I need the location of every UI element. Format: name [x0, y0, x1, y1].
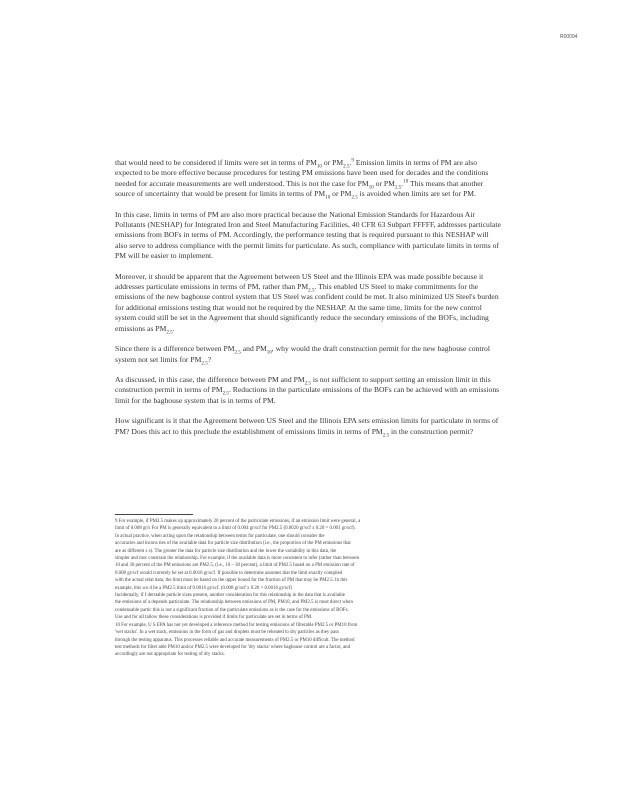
footnote-line: 10 For example, U S EPA has not yet developed a reference method for testing emissions of filterable PM2.5 or PM10 from [115, 622, 358, 628]
footnote-line: 10 and 30 percent of the PM emissions are PM2.5, (i.e., 10 – 30 percent), a limit of PM2.5 based on a PM emission rate of [115, 563, 355, 569]
footnote-line: with the actual relat data, the limit must be based on the upper bound for the fraction of PM that may be PM2.5. In this [115, 578, 348, 584]
footnote-line: test methods for filter able PM10 and/or PM2.5 were developed for 'dry stacks' where baghouse control are a factor, and [115, 644, 351, 650]
subscript: 2.5 [308, 288, 315, 294]
subscript: 2.5 [234, 350, 241, 356]
subscript: 10 [316, 164, 322, 170]
paragraph-text: or PM [330, 189, 352, 199]
footnote-line: Incidentally, if f derstable particle sizes present, another consideration for this relationship in the data that is available [115, 593, 345, 599]
paragraph-text: . [349, 158, 352, 167]
paragraph [115, 344, 501, 365]
paragraph-text: and PM [240, 344, 267, 354]
footnote-line: through the testing apparatus. This processes reliable and accurate measurements of PM2.5 or PM10 difficult. The method [115, 637, 355, 643]
footnote-line: 'wet stacks'. In a wet stack, emissions in the form of gas and droplets must be reheated to dry particles as they pass [115, 630, 339, 636]
paragraph [115, 210, 501, 262]
paragraph-text: This means that another source of uncertainty that would be present for limits in terms of PM [115, 178, 484, 199]
paragraph-text: ? [207, 354, 212, 364]
footnote-divider [115, 514, 193, 515]
paragraph-text: Since there is a difference between PM [115, 344, 235, 354]
paragraph-text: In this case, limits in terms of PM are also more practical because the National Emission Standards for Hazardous Air Pollutants (NESHAP) for Integrated Iron and Steel Manufacturing Facilities, 40 CFR 63 Subpart FFFFF, addresses particulate emissions from BOFs in terms of PM. Accordingly, the performance testing that is required pursuant to this NESHAP will also serve to address compliance with the permit limits for particulate. As such, compliance with particulate limits in terms of PM will be easier to implement. [115, 209, 501, 261]
paragraph [115, 272, 501, 334]
footnote-line: example, this wo d be a PM2.5 limit of 0.0016 gr/scf. (0.008 gr/scf x 0.20 = 0.0016 gr/scf) [115, 585, 292, 591]
footnote-ref: 10 [403, 179, 409, 185]
footnote-line: 9 For example, if PM2.5 makes up approximately 20 percent of the particulate emissions, if an emission limit were general, a [115, 519, 361, 524]
subscript: 2.5 [222, 391, 229, 397]
footnote-line: In actual practice, when acting upon the relationship between terms for particulate, one should consider the [115, 533, 325, 539]
footnote-line: 0.008 gr/scf would currently be set at 0.0016 gr/scf. If possible to determine assumes that the limit exactly compiled [115, 570, 343, 576]
paragraph-text: As discussed, in this case, the difference between PM and PM [115, 374, 305, 384]
page-id: R00094 [560, 34, 578, 40]
paragraph-text: Moreover, it should be apparent that the Agreement between US Steel and the Illinois EPA was made possible because it addresses particulate emissions in terms of PM, rather than PM [115, 271, 484, 292]
paragraph-text: is avoided when limits are set for PM. [357, 189, 477, 199]
subscript: 10 [368, 185, 374, 191]
subscript: 2.5 [343, 164, 350, 170]
footnotes [115, 518, 570, 659]
footnote-ref: 9 [351, 158, 354, 164]
footnote-line: are as different s s). The greater the data for particle size distribution and the lower the variability in this data, the [115, 548, 337, 554]
paragraph-text: How significant is it that the Agreement between US Steel and the Illinois EPA sets emission limits for particulate in terms of PM? Does this act to this preclude the establishment of emissions limits in terms of PM [115, 416, 499, 436]
paragraph [115, 416, 501, 437]
subscript: 10 [266, 350, 272, 356]
paragraph-text: , why would the draft construction permit for the new baghouse control system not set limits for PM [115, 344, 490, 364]
subscript: 2.5 [394, 185, 402, 191]
footnote-line: accuracies and incons ties of the available data for particle size distribution (i.e., the proportion of the PM emissions that [115, 541, 351, 547]
footnote-line: the emissions of a depends particulate. The relationship between emissions of PM, PM10, and PM2.5 is most direct when [115, 600, 353, 606]
footnote-line: simpler and mor constrain the relationship. For example, if the available data is more consistent to infer (rather than between [115, 556, 360, 562]
footnote-line: Use and for all tallow these considerations is provided if limits for particulate are set in terms of PM. [115, 615, 313, 621]
paragraph [115, 375, 501, 406]
paragraph-text: Emission limits in terms of PM are also expected to be more effective because procedures for testing PM emissions have been used for decades and the conditions needed for accurate measurements are well understood. This is not the case for PM [115, 158, 489, 188]
paragraph-text: in the construction permit? [389, 426, 474, 436]
body-text [115, 158, 501, 447]
subscript: 2.5 [304, 381, 311, 387]
subscript: 2.5 [201, 361, 208, 367]
paragraph-text: is not sufficient to support setting an emission limit in this construction permit in terms of PM [115, 374, 491, 395]
paragraph-text: or PM [321, 158, 344, 167]
paragraph-text: . [172, 323, 175, 333]
footnote-line: accordingly are not appropriate for testing of dry stacks. [115, 652, 225, 658]
footnote-line: condensable partic this is not a significant fraction of the particulate emissions as is the case for the emissions of BOFs. [115, 607, 349, 613]
subscript: 2.5 [351, 195, 358, 201]
paragraph-text: . Reductions in the particulate emissions of the BOFs can be achieved with an emissions limit for the baghouse system that is in terms of PM. [115, 385, 500, 405]
paragraph-text: . [401, 178, 404, 188]
paragraph-text: . This enabled US Steel to make commitments for the emissions of the new baghouse control system that US Steel was confident could be met. It also minimized US Steel's burden for additional emissions testing that would not be required by the NESHAP. At the same time, limits for the new control system could still be set in the Agreement that should significantly reduce the secondary emissions of the BOFs, including emissions as PM [115, 282, 499, 333]
subscript: 10 [325, 195, 331, 201]
footnote-line: limit of 0.008 gr/s For PM is generally equivalent to a limit of 0.004 gr/scf for PM2.5 (0.0020 gr/scf x 0.20 = 0.001 gr/scf). [115, 526, 356, 532]
paragraph-text: that would need to be considered if limits were set in terms of PM [115, 158, 317, 167]
subscript: 2.5 [166, 330, 173, 336]
subscript: 2.5 [382, 433, 390, 439]
paragraph [115, 158, 501, 200]
paragraph-text: or PM [373, 178, 395, 188]
